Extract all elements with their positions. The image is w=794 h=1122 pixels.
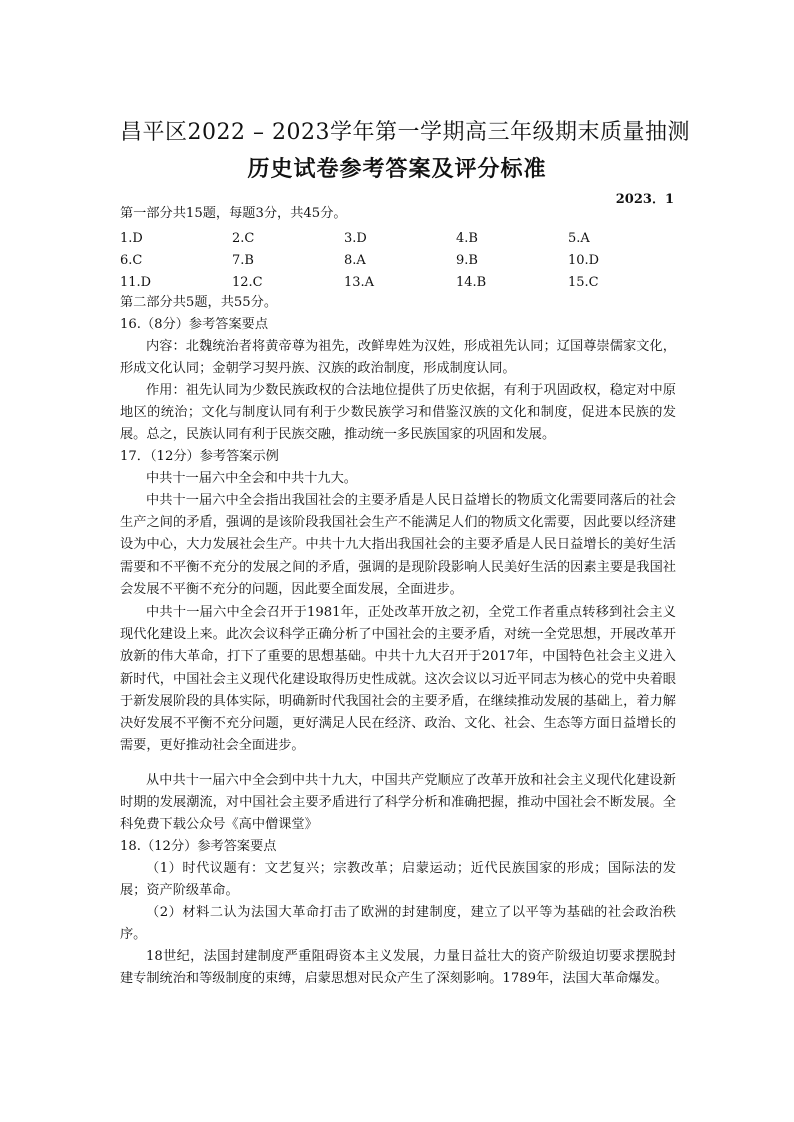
answer-cell: 7.B bbox=[232, 253, 254, 268]
q16-effect-paragraph: 作用：祖先认同为少数民族政权的合法地位提供了历史依据，有利于巩固政权，稳定对中原地区的统治；文化与制度认同有利于少数民族学习和借鉴汉族的文化和制度，促进本民族的发展。总之，民族认同有利于民族交融，推动统一多民族国家的巩固和发展。 bbox=[120, 383, 676, 443]
answer-cell: 14.B bbox=[456, 275, 487, 290]
q17-paragraph-3: 中共十一届六中全会召开于1981年，正处改革开放之初，全党工作者重点转移到社会主义现代化建设上来。此次会议科学正确分析了中国社会的主要矛盾，对统一全党思想，开展改革开放新的伟大革命，打下了重要的思想基础。中共十九大召开于2017年，中国特色社会主义进入新时代，中国社会主义现代化建设取得历史性成就。这次会议以习近平同志为核心的党中央着眼于新发展阶段的具体实际，明确新时代我国社会的主要矛盾，在继续推动发展的基础上，着力解决好发展不平衡不充分问题，更好满足人民在经济、政治、文化、社会、生态等方面日益增长的需要，更好推动社会全面进步。 bbox=[120, 605, 676, 754]
answer-cell: 9.B bbox=[456, 253, 478, 268]
answer-cell: 15.C bbox=[568, 275, 599, 290]
q17-paragraph-4: 从中共十一届六中全会到中共十九大，中国共产党顺应了改革开放和社会主义现代化建设新时期的发展潮流，对中国社会主要矛盾进行了科学分析和准确把握，推动中国社会不断发展。全科免费下载公众号《高中僧课堂》 bbox=[120, 773, 676, 833]
answer-cell: 5.A bbox=[568, 231, 590, 246]
answer-cell: 11.D bbox=[120, 275, 152, 290]
q18-paragraph-2: （2）材料二认为法国大革命打击了欧洲的封建制度，建立了以平等为基础的社会政治秩序。 bbox=[120, 905, 676, 943]
q16-heading: 16.（8分）参考答案要点 bbox=[120, 317, 269, 332]
answer-cell: 12.C bbox=[232, 275, 263, 290]
answer-cell: 10.D bbox=[568, 253, 600, 268]
q18-paragraph-3: 18世纪，法国封建制度严重阻碍资本主义发展，力量日益壮大的资产阶级迫切要求摆脱封建专制统治和等级制度的束缚，启蒙思想对民众产生了深刻影响。1789年，法国大革命爆发。 bbox=[120, 949, 676, 987]
answer-cell: 2.C bbox=[232, 231, 255, 246]
part2-intro: 第二部分共5题，共55分。 bbox=[120, 295, 278, 310]
answer-row bbox=[120, 272, 680, 294]
answer-grid bbox=[120, 228, 680, 294]
answer-row bbox=[120, 250, 680, 272]
answer-cell: 1.D bbox=[120, 231, 143, 246]
q18-heading: 18.（12分）参考答案要点 bbox=[120, 839, 277, 854]
answer-row bbox=[120, 228, 680, 250]
q16-content-paragraph: 内容：北魏统治者将黄帝尊为祖先，改鲜卑姓为汉姓，形成祖先认同；辽国尊崇儒家文化，形成文化认同；金朝学习契丹族、汉族的政治制度，形成制度认同。 bbox=[120, 339, 676, 377]
answer-cell: 8.A bbox=[344, 253, 366, 268]
answer-cell: 3.D bbox=[344, 231, 367, 246]
document-title: 昌平区2022 – 2023学年第一学期高三年级期末质量抽测 bbox=[120, 120, 690, 145]
part1-intro: 第一部分共15题，每题3分，共45分。 bbox=[120, 206, 347, 221]
document-subtitle: 历史试卷参考答案及评分标准 bbox=[247, 156, 547, 182]
q17-heading: 17．（12分）参考答案示例 bbox=[120, 449, 279, 464]
document-date: 2023．1 bbox=[615, 192, 674, 207]
answer-cell: 13.A bbox=[344, 275, 375, 290]
q17-paragraph-2: 中共十一届六中全会指出我国社会的主要矛盾是人民日益增长的物质文化需要同落后的社会生产之间的矛盾，强调的是该阶段我国社会生产不能满足人们的物质文化需要，因此要以经济建设为中心，大力发展社会生产。中共十九大指出我国社会的主要矛盾是人民日益增长的美好生活需要和不平衡不充分的发展之间的矛盾，强调的是现阶段影响人民美好生活的因素主要是我国社会发展不平衡不充分的问题，因此要全面发展，全面进步。 bbox=[120, 493, 676, 597]
q18-paragraph-1: （1）时代议题有：文艺复兴；宗教改革；启蒙运动；近代民族国家的形成；国际法的发展；资产阶级革命。 bbox=[120, 861, 676, 899]
q17-paragraph-1: 中共十一届六中全会和中共十九大。 bbox=[146, 471, 357, 486]
answer-cell: 4.B bbox=[456, 231, 478, 246]
answer-cell: 6.C bbox=[120, 253, 143, 268]
